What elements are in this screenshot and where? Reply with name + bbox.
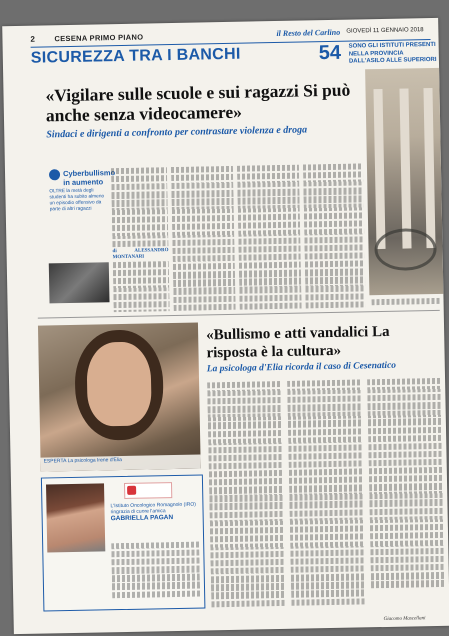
photo-caption: ESPERTA La psicologa Irene d'Elia — [40, 455, 200, 472]
article2-column-2 — [287, 379, 365, 608]
newspaper-logo: il Resto del Carlino — [276, 27, 341, 38]
iro-logo-mark — [127, 486, 136, 495]
box-intro: L'Istituto Oncologico Romagnolo (IRO) ringrazia di cuore l'amica — [110, 501, 196, 516]
face-shape — [86, 341, 152, 426]
section-name: CESENA PRIMO PIANO — [54, 32, 144, 44]
big-number: 54 — [318, 41, 342, 65]
box-body-text — [111, 542, 200, 604]
iro-logo — [124, 482, 172, 499]
article1-headline: «Vigilare sulle scuole e sui ragazzi Si può anche senza videocamere» — [45, 79, 351, 126]
student-phone-photo — [49, 262, 110, 303]
page-number: 2 — [30, 34, 35, 44]
article2-column-1 — [207, 381, 285, 610]
sidebar-title: Cyberbullismo in aumento — [62, 168, 116, 188]
column-shape — [423, 88, 435, 248]
psychologist-photo — [38, 323, 201, 472]
cyberbullying-sidebar — [49, 168, 116, 213]
article2-subheadline: La psicologa d'Elia ricorda il caso di Cesenatico — [206, 360, 397, 375]
side-heading: SONO GLI ISTITUTI PRESENTI NELLA PROVINCIA DALL'ASILO ALLE SUPERIORI — [348, 41, 437, 65]
article1-column-3 — [237, 165, 302, 310]
bicycle-shape — [374, 228, 437, 271]
sidebar-text: OLTRE la metà degli studenti ha subito almeno un episodio offensivo da parte di altri ragazzi — [49, 188, 105, 213]
issue-date: GIOVEDÌ 11 GENNAIO 2018 — [346, 27, 424, 35]
iro-thanks-box — [41, 474, 206, 611]
article2-author: Giacomo Mascellani — [383, 616, 426, 623]
article2-column-3 — [367, 378, 445, 607]
newspaper-page — [2, 18, 449, 634]
article1-column-1 — [111, 167, 170, 312]
article1-column-5 — [372, 298, 440, 309]
column-shape — [373, 89, 385, 249]
box-name: GABRIELLA PAGAN — [110, 513, 174, 523]
gabriella-photo — [46, 483, 105, 552]
box-text — [110, 502, 198, 523]
section-kicker: SICUREZZA TRA I BANCHI — [30, 45, 241, 67]
article2-headline: «Bullismo e atti vandalici La risposta è la cultura» — [206, 323, 390, 362]
article1-column-2 — [171, 166, 236, 311]
article1-column-4 — [303, 163, 366, 308]
article1-byline: di ALESSANDRO MONTANARI — [112, 248, 169, 261]
column-shape — [399, 88, 411, 248]
section-divider — [38, 310, 440, 319]
article1-subheadline: Sindaci e dirigenti a confronto per contrastare violenza e droga — [46, 124, 308, 141]
school-bikes-photo — [365, 68, 443, 295]
